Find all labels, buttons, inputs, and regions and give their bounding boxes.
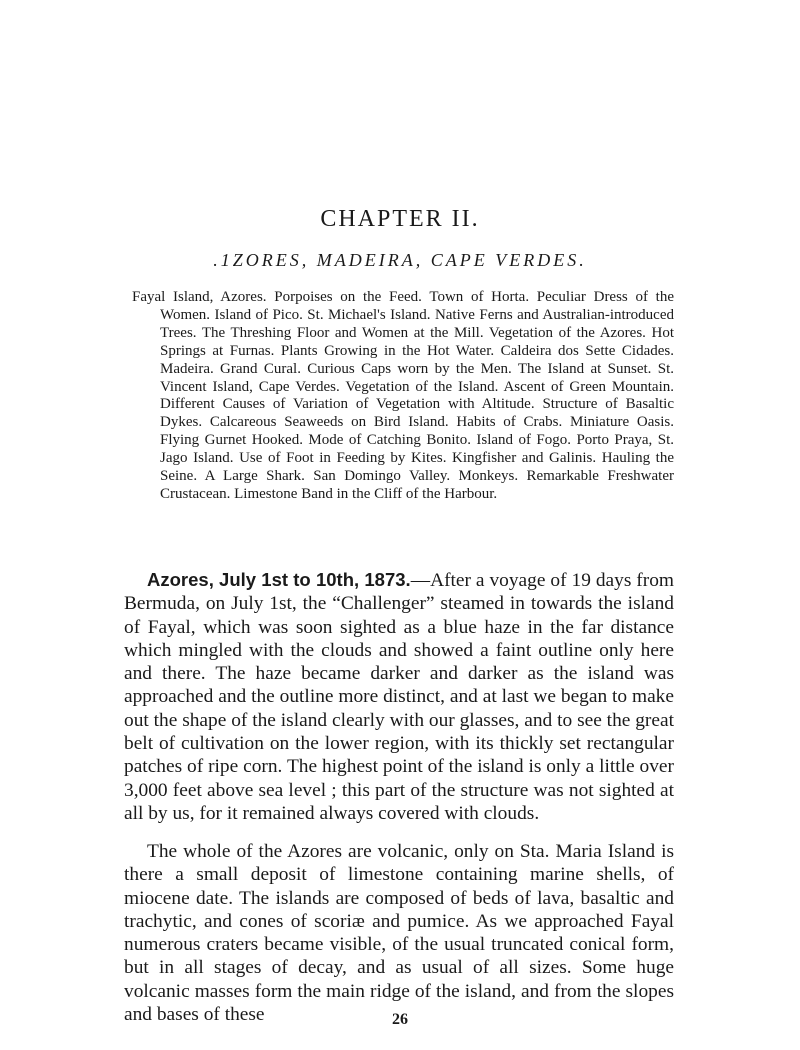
body-paragraph: The whole of the Azores are volcanic, only on Sta. Maria Island is there a small deposit of limestone containing marine shells, of miocene date. The islands are composed of beds of lava, basaltic and trachytic, and cones of scoriæ and pumice. As we approached Fayal numerous craters became visible, of the usual truncated conical form, but in all stages of decay, and as usual of all sizes. Some huge volcanic masses form the main ridge of the island, and from the slopes and bases of these xyxy=(124,841,674,1026)
chapter-subtitle: .1ZORES, MADEIRA, CAPE VERDES. xyxy=(213,250,587,270)
section-lead: Azores, July 1st to 10th, 1873. xyxy=(147,569,411,590)
chapter-synopsis: Fayal Island, Azores. Porpoises on the Feed. Town of Horta. Peculiar Dress of the Women. Island of Pico. St. Michael's Island. Native Ferns and Australian-introduced Trees. The Threshing Floor and Women at the Mill. Vegetation of the Azores. Hot Springs at Furnas. Plants Growing in the Hot Water. Caldeira dos Sette Cidades. Madeira. Grand Cural. Curious Caps worn by the Men. The Island at Sunset. St. Vincent Island, Cape Verdes. Vegetation of the Island. Ascent of Green Mountain. Different Causes of Variation of Vegetation with Altitude. Structure of Basaltic Dykes. Calcareous Seaweeds on Bird Island. Habits of Crabs. Miniature Oasis. Flying Gurnet Hooked. Mode of Catching Bonito. Island of Fogo. Porto Praya, St. Jago Island. Use of Foot in Feeding by Kites. Kingfisher and Galinis. Hauling the Seine. A Large Shark. San Domingo Valley. Monkeys. Remarkable Freshwater Crustacean. Limestone Band in the Cliff of the Harbour. xyxy=(132,289,674,502)
body-paragraph xyxy=(124,568,674,825)
page-number: 26 xyxy=(392,1011,408,1028)
paragraph-text: —After a voyage of 19 days from Bermuda, on July 1st, the “Challenger” steamed in towards the island of Fayal, which was soon sighted as a blue haze in the far distance which mingled with the clouds and showed a faint outline only here and there. The haze became darker and darker as the island was approached and the outline more distinct, and at last we began to make out the shape of the island clearly with our glasses, and to see the great belt of cultivation on the lower region, with its thickly set rectangular patches of ripe corn. The highest point of the island is only a little over 3,000 feet above sea level ; this part of the structure was not sighted at all by us, for it remained always covered with clouds. xyxy=(124,570,675,824)
chapter-heading: CHAPTER II. xyxy=(320,206,480,232)
